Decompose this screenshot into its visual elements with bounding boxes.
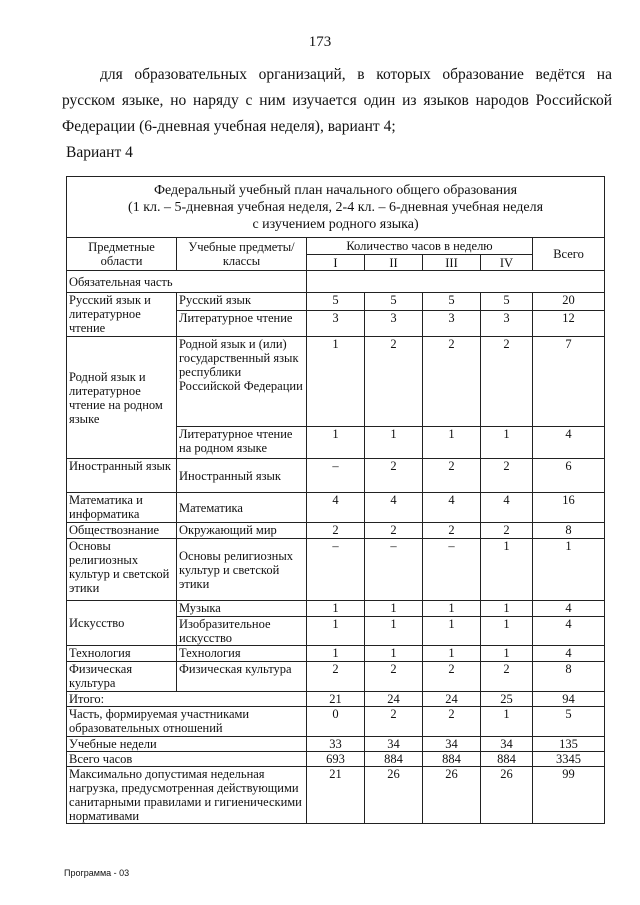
area-cell: Русский язык и литературное чтение	[67, 293, 177, 337]
footer-label: Программа - 03	[64, 868, 130, 878]
hours-cell: 1	[481, 646, 533, 662]
empty-cell	[307, 271, 605, 293]
hours-cell: 2	[423, 662, 481, 692]
hours-cell: 2	[481, 662, 533, 692]
summary-row	[67, 752, 605, 767]
subject-cell: Физическая культура	[177, 662, 307, 692]
total-cell: 20	[533, 293, 605, 311]
hours-cell: 693	[307, 752, 365, 767]
hours-cell: 34	[365, 737, 423, 752]
summary-label: Часть, формируемая участниками образовательных отношений	[67, 707, 307, 737]
total-cell: 6	[533, 459, 605, 493]
hours-cell: 4	[481, 493, 533, 523]
table-title-line: (1 кл. – 5-дневная учебная неделя, 2-4 кл. – 6-дневная учебная неделя	[128, 200, 544, 215]
subject-cell: Литературное чтение на родном языке	[177, 427, 307, 459]
hours-cell: 2	[307, 662, 365, 692]
area-cell: Физическая культура	[67, 662, 177, 692]
subject-cell: Музыка	[177, 601, 307, 617]
hours-cell: 3	[481, 311, 533, 337]
table-title-line: Федеральный учебный план начального общего образования	[153, 183, 518, 198]
hours-cell: 1	[481, 427, 533, 459]
total-cell: 7	[533, 337, 605, 427]
hours-cell: 21	[307, 692, 365, 707]
total-cell: 8	[533, 523, 605, 539]
summary-label: Итого:	[67, 692, 307, 707]
total-cell: 94	[533, 692, 605, 707]
subject-cell: Родной язык и (или) государственный язык республики Российской Федерации	[177, 337, 307, 427]
hours-cell: 1	[365, 601, 423, 617]
table-row	[67, 293, 605, 311]
hours-cell: 1	[365, 617, 423, 646]
table-row	[67, 523, 605, 539]
hours-cell: 34	[423, 737, 481, 752]
table-title	[67, 177, 605, 238]
hours-cell: 2	[307, 523, 365, 539]
hours-cell: –	[307, 539, 365, 601]
header-grade: IV	[481, 255, 533, 271]
total-cell: 1	[533, 539, 605, 601]
hours-cell: 5	[423, 293, 481, 311]
hours-cell: 5	[307, 293, 365, 311]
area-cell: Технология	[67, 646, 177, 662]
hours-cell: –	[307, 459, 365, 493]
total-cell: 3345	[533, 752, 605, 767]
total-cell: 4	[533, 601, 605, 617]
total-cell: 99	[533, 767, 605, 824]
total-cell: 8	[533, 662, 605, 692]
summary-row	[67, 692, 605, 707]
area-cell: Искусство	[67, 601, 177, 646]
table-row	[67, 662, 605, 692]
subject-cell: Литературное чтение	[177, 311, 307, 337]
hours-cell: 1	[307, 427, 365, 459]
hours-cell: 2	[481, 337, 533, 427]
table-row	[67, 539, 605, 601]
hours-cell: 2	[423, 337, 481, 427]
summary-row	[67, 737, 605, 752]
hours-cell: 24	[365, 692, 423, 707]
hours-cell: 2	[365, 459, 423, 493]
page-number: 173	[308, 34, 332, 50]
subject-cell: Иностранный язык	[177, 459, 307, 493]
hours-cell: 2	[423, 459, 481, 493]
subject-cell: Окружающий мир	[177, 523, 307, 539]
header-subject: Учебные предметы/ классы	[177, 238, 307, 271]
hours-cell: 3	[365, 311, 423, 337]
header-row	[67, 238, 605, 255]
hours-cell: 2	[365, 523, 423, 539]
hours-cell: 2	[481, 459, 533, 493]
table-row	[67, 601, 605, 617]
mandatory-part-label: Обязательная часть	[67, 271, 307, 293]
hours-cell: 1	[307, 617, 365, 646]
area-cell: Иностранный язык	[67, 459, 177, 493]
hours-cell: 1	[423, 617, 481, 646]
header-grade: I	[307, 255, 365, 271]
hours-cell: 2	[365, 662, 423, 692]
hours-cell: 25	[481, 692, 533, 707]
subject-cell: Изобразительное искусство	[177, 617, 307, 646]
variant-label: Вариант 4	[66, 144, 133, 161]
table-row	[67, 459, 605, 493]
hours-cell: –	[423, 539, 481, 601]
hours-cell: 884	[365, 752, 423, 767]
area-cell: Обществознание	[67, 523, 177, 539]
total-cell: 12	[533, 311, 605, 337]
hours-cell: 2	[365, 337, 423, 427]
area-cell: Основы религиозных культур и светской этики	[67, 539, 177, 601]
area-cell: Математика и информатика	[67, 493, 177, 523]
hours-cell: 26	[365, 767, 423, 824]
header-area: Предметные области	[67, 238, 177, 271]
header-grade: II	[365, 255, 423, 271]
hours-cell: 34	[481, 737, 533, 752]
hours-cell: 26	[423, 767, 481, 824]
hours-cell: 33	[307, 737, 365, 752]
hours-cell: 1	[423, 646, 481, 662]
header-total: Всего	[533, 238, 605, 271]
hours-cell: 26	[481, 767, 533, 824]
hours-cell: 2	[423, 707, 481, 737]
header-hours: Количество часов в неделю	[307, 238, 533, 255]
subject-cell: Русский язык	[177, 293, 307, 311]
total-cell: 4	[533, 617, 605, 646]
hours-cell: 1	[423, 601, 481, 617]
hours-cell: 1	[365, 646, 423, 662]
mandatory-row	[67, 271, 605, 293]
hours-cell: 884	[423, 752, 481, 767]
header-grade: III	[423, 255, 481, 271]
hours-cell: 3	[307, 311, 365, 337]
hours-cell: 1	[481, 707, 533, 737]
total-cell: 135	[533, 737, 605, 752]
intro-text: для образовательных организаций, в которых образование ведётся на русском языке, но наряду с ним изучается один из языков народов Российской Федерации (6-дневная учебная неделя), вариант 4;	[62, 66, 612, 135]
hours-cell: 5	[481, 293, 533, 311]
hours-cell: 3	[423, 311, 481, 337]
summary-label: Всего часов	[67, 752, 307, 767]
hours-cell: 1	[481, 601, 533, 617]
hours-cell: –	[365, 539, 423, 601]
subject-cell: Математика	[177, 493, 307, 523]
table-row	[67, 337, 605, 427]
area-cell: Родной язык и литературное чтение на родном языке	[67, 337, 177, 459]
subject-cell: Технология	[177, 646, 307, 662]
table-row	[67, 493, 605, 523]
hours-cell: 2	[365, 707, 423, 737]
hours-cell: 2	[423, 523, 481, 539]
hours-cell: 4	[307, 493, 365, 523]
table-row	[67, 646, 605, 662]
hours-cell: 4	[423, 493, 481, 523]
total-cell: 16	[533, 493, 605, 523]
hours-cell: 1	[365, 427, 423, 459]
hours-cell: 1	[307, 646, 365, 662]
hours-cell: 1	[423, 427, 481, 459]
subject-cell: Основы религиозных культур и светской этики	[177, 539, 307, 601]
intro-paragraph	[62, 62, 612, 140]
summary-row	[67, 707, 605, 737]
table-title-row	[67, 177, 605, 238]
summary-label: Учебные недели	[67, 737, 307, 752]
hours-cell: 1	[481, 617, 533, 646]
hours-cell: 1	[307, 601, 365, 617]
hours-cell: 4	[365, 493, 423, 523]
summary-row	[67, 767, 605, 824]
table-title-line: с изучением родного языка)	[252, 217, 419, 232]
total-cell: 4	[533, 427, 605, 459]
hours-cell: 0	[307, 707, 365, 737]
total-cell: 5	[533, 707, 605, 737]
hours-cell: 2	[481, 523, 533, 539]
summary-label: Максимально допустимая недельная нагрузка, предусмотренная действующими санитарными правилами и гигиеническими нормативами	[67, 767, 307, 824]
hours-cell: 24	[423, 692, 481, 707]
curriculum-table	[66, 176, 605, 824]
total-cell: 4	[533, 646, 605, 662]
hours-cell: 5	[365, 293, 423, 311]
hours-cell: 1	[481, 539, 533, 601]
hours-cell: 884	[481, 752, 533, 767]
hours-cell: 1	[307, 337, 365, 427]
hours-cell: 21	[307, 767, 365, 824]
